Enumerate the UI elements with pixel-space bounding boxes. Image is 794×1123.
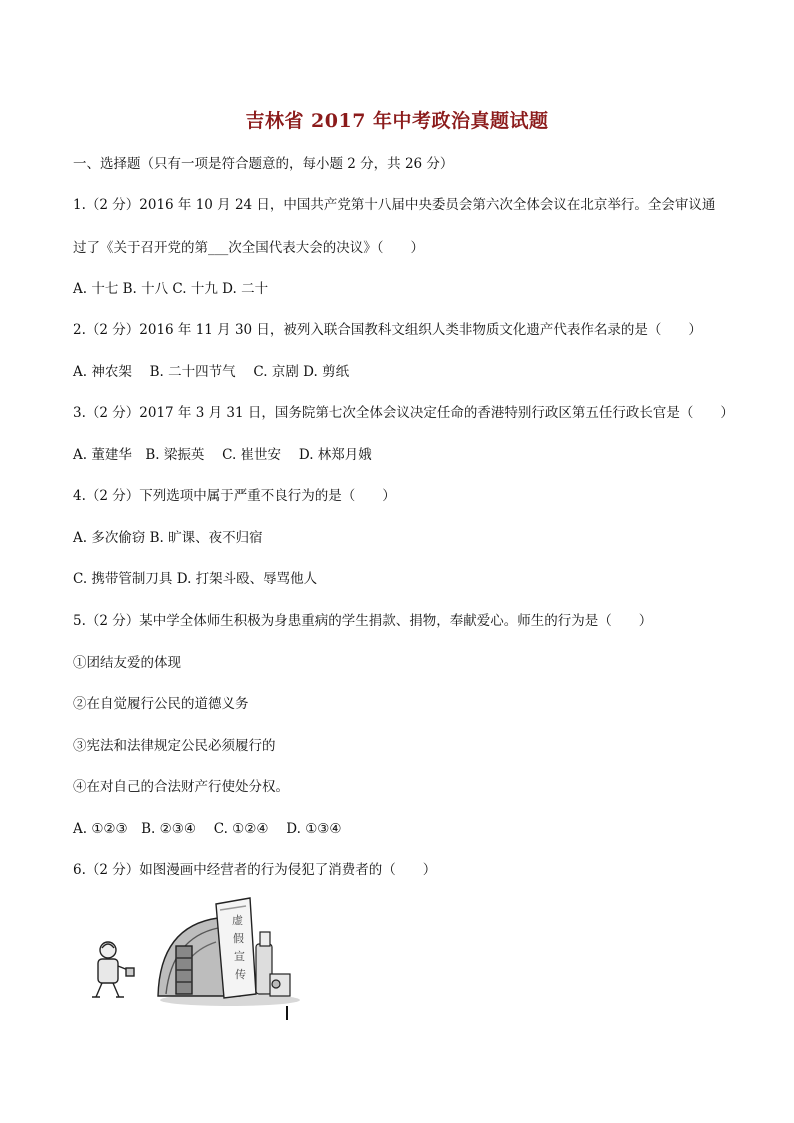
consumer-figure bbox=[92, 942, 134, 997]
sign-char-2: 假 bbox=[233, 932, 244, 945]
question-4-options-row-2: C. 携带管制刀具 D. 打架斗殴、辱骂他人 bbox=[73, 571, 318, 587]
question-4-stem: 4.（2 分）下列选项中属于严重不良行为的是（ ） bbox=[73, 488, 396, 504]
question-2-options: A. 神农架 B. 二十四节气 C. 京剧 D. 剪纸 bbox=[73, 364, 350, 380]
question-3-stem: 3.（2 分）2017 年 3 月 31 日，国务院第七次全体会议决定任命的香港特别行政区第五任行政长官是（ ） bbox=[73, 405, 734, 421]
sign-char-4: 传 bbox=[235, 968, 246, 981]
cartoon-illustration bbox=[80, 888, 300, 1023]
question-1-options: A. 十七 B. 十八 C. 十九 D. 二十 bbox=[73, 281, 269, 297]
question-5-item-2: ②在自觉履行公民的道德义务 bbox=[73, 696, 249, 712]
question-3-options: A. 董建华 B. 梁振英 C. 崔世安 D. 林郑月娥 bbox=[73, 447, 372, 463]
question-1-line-1: 1.（2 分）2016 年 10 月 24 日，中国共产党第十八届中央委员会第六次全体会议在北京举行。全会审议通 bbox=[73, 197, 716, 213]
question-6-stem: 6.（2 分）如图漫画中经营者的行为侵犯了消费者的（ ） bbox=[73, 862, 437, 878]
question-4-options-row-1: A. 多次偷窃 B. 旷课、夜不归宿 bbox=[73, 530, 263, 546]
page-title: 吉林省 2017 年中考政治真题试题 bbox=[245, 110, 549, 132]
question-2-stem: 2.（2 分）2016 年 11 月 30 日，被列入联合国教科文组织人类非物质文化遗产代表作名录的是（ ） bbox=[73, 322, 702, 338]
section-heading: 一、选择题（只有一项是符合题意的，每小题 2 分，共 26 分） bbox=[73, 156, 454, 172]
question-1-line-2: 过了《关于召开党的第___次全国代表大会的决议》（ ） bbox=[73, 240, 424, 256]
sign-char-3: 宣 bbox=[234, 950, 245, 963]
question-5-item-1: ①团结友爱的体现 bbox=[73, 655, 181, 671]
goods-boxes bbox=[256, 932, 290, 996]
question-5-item-4: ④在对自己的合法财产行使处分权。 bbox=[73, 779, 289, 795]
question-5-stem: 5.（2 分）某中学全体师生积极为身患重病的学生捐款、捐物，奉献爱心。师生的行为是（ ） bbox=[73, 613, 653, 629]
question-5-options: A. ①②③ B. ②③④ C. ①②④ D. ①③④ bbox=[73, 821, 342, 837]
question-5-item-3: ③宪法和法律规定公民必须履行的 bbox=[73, 738, 276, 754]
sign-char-1: 虚 bbox=[232, 914, 243, 927]
